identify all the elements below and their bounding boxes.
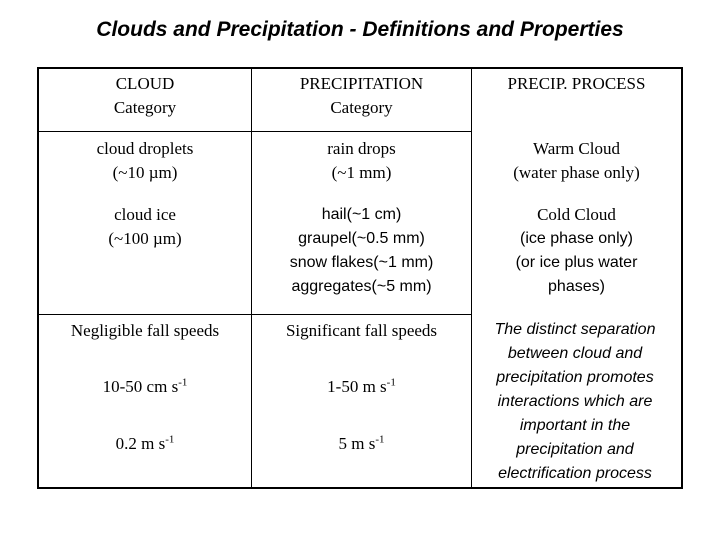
header-divider	[39, 131, 471, 132]
cell-precip-speed-2: 5 m $s^{-1}$	[338, 433, 385, 453]
cell-negligible-fall: Negligible fall speeds	[70, 321, 220, 340]
cell-cloud-speed-2: 0.2 m $s^{-1}$	[115, 433, 175, 453]
cell-cloud-droplets: cloud droplets (~10 µm)	[96, 139, 194, 182]
fall-speed-divider	[39, 314, 471, 315]
cell-ice-precip-types: hail(~1 cm) graupel(~0.5 mm) snow flakes(~1 mm) aggregates(~5 mm)	[289, 206, 434, 295]
cell-significant-fall: Significant fall speeds	[285, 321, 438, 340]
properties-table	[37, 67, 683, 489]
cell-cloud-speed-1: 10-50 cm $s^{-1}$	[102, 376, 188, 396]
header-precip-category: PRECIPITATION Category	[299, 74, 424, 117]
cell-cold-cloud: Cold Cloud (ice phase only) (or ice plus water phases)	[515, 205, 638, 295]
header-precip-process: PRECIP. PROCESS	[507, 74, 646, 93]
cell-cloud-ice: cloud ice (~100 µm)	[108, 205, 182, 248]
cell-warm-cloud: Warm Cloud (water phase only)	[513, 139, 640, 182]
cell-precip-speed-1: 1-50 m $s^{-1}$	[327, 376, 396, 396]
header-cloud-category: CLOUD Category	[113, 74, 177, 117]
separation-note: The distinct separation between cloud and precipitation promotes interactions which are important in the precipitation and electrification process	[494, 321, 656, 482]
page-title: Clouds and Precipitation - Definitions and Properties	[96, 18, 624, 41]
cell-rain-drops: rain drops (~1 mm)	[327, 139, 396, 182]
